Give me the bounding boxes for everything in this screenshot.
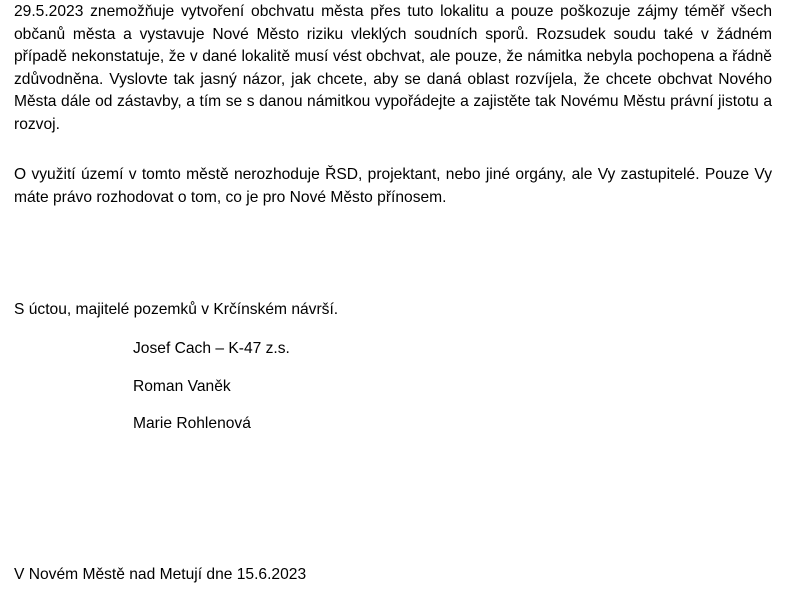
closing-salutation: S úctou, majitelé pozemků v Krčínském návrší. <box>14 301 339 318</box>
place-and-date: V Novém Městě nad Metují dne 15.6.2023 <box>14 566 307 583</box>
signatory-3: Marie Rohlenová <box>133 415 251 432</box>
signatory-1: Josef Cach – K-47 z.s. <box>133 340 290 357</box>
body-paragraph-1: 29.5.2023 znemožňuje vytvoření obchvatu města přes tuto lokalitu a pouze poškozuje zájmy téměř všech občanů města a vystavuje Nové Město riziku vleklých soudních sporů. Rozsudek soudu také v žádném případě nekonstatuje, že v dané lokalitě musí vést obchvat, ale pouze, že námitka nebyla pochopena a řádně zdůvodněna. Vyslovte tak jasný názor, jak chcete, aby se daná oblast rozvíjela, že chcete obchvat Nového Města dále od zástavby, a tím se s danou námitkou vypořádejte a zajistěte tak Novému Městu právní jistotu a rozvoj. <box>14 3 772 133</box>
signatory-2: Roman Vaněk <box>133 378 231 395</box>
body-paragraph-2: O využití území v tomto městě nerozhoduje ŘSD, projektant, nebo jiné orgány, ale Vy zastupitelé. Pouze Vy máte právo rozhodovat o tom, co je pro Nové Město přínosem. <box>14 166 772 206</box>
